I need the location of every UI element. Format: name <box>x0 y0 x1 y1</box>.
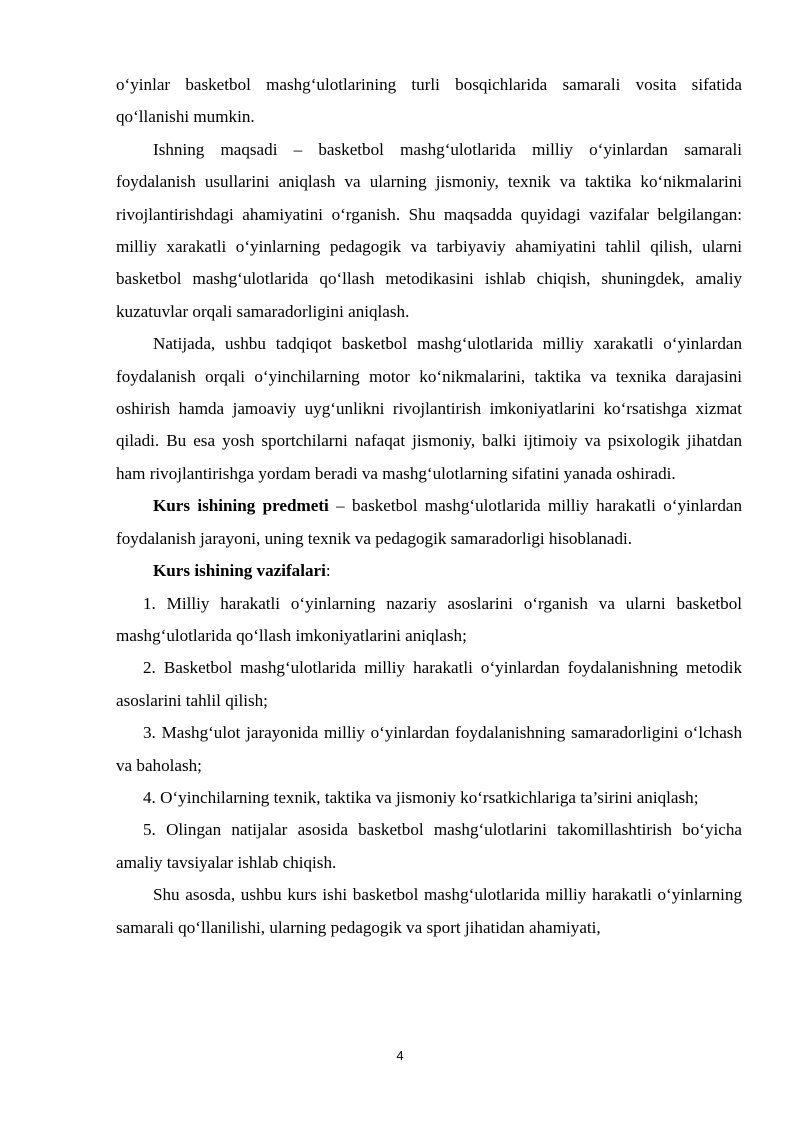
task-number: 3. <box>143 723 156 743</box>
tasks-heading-colon: : <box>325 561 331 581</box>
task-item-5 <box>116 814 742 879</box>
task-number: 4. <box>143 787 156 807</box>
task-text: Milliy harakatli o‘yinlarning nazariy asoslarini o‘rganish va ularni basketbol mashg‘ulotlarida qo‘llash imkoniyatlarini aniqlash; <box>116 593 742 645</box>
task-text: Basketbol mashg‘ulotlarida milliy harakatli o‘yinlardan foydalanishning metodik asoslarini tahlil qilish; <box>116 658 742 710</box>
paragraph-continuation: o‘yinlar basketbol mashg‘ulotlarining turli bosqichlarida samarali vosita sifatida qo‘llanishi mumkin. <box>116 75 742 127</box>
paragraph-closing: Shu asosda, ushbu kurs ishi basketbol mashg‘ulotlarida milliy harakatli o‘yinlarning samarali qo‘llanilishi, ularning pedagogik va sport jihatidan ahamiyati, <box>116 885 742 937</box>
paragraph-purpose: Ishning maqsadi – basketbol mashg‘ulotlarida milliy o‘yinlardan samarali foydalanish usullarini aniqlash va ularning jismoniy, texnik va taktika ko‘nikmalarini rivojlantirishdagi ahamiyatini o‘rganish. Shu maqsadda quyidagi vazifalar belgilangan: milliy xarakatli o‘yinlarning pedagogik va tarbiyaviy ahamiyatini tahlil qilish, ularni basketbol mashg‘ulotlarida qo‘llash metodikasini ishlab chiqish, shuningdek, amaliy kuzatuvlar orqali samaradorligini aniqlash. <box>116 139 742 321</box>
task-text: Olingan natijalar asosida basketbol mashg‘ulotlarini takomillashtirish bo‘yicha amaliy tavsiyalar ishlab chiqish. <box>116 820 742 872</box>
task-number: 1. <box>143 593 156 613</box>
subject-text: – basketbol mashg‘ulotlarida milliy harakatli o‘yinlardan foydalanish jarayoni, uning texnik va pedagogik samaradorligi hisoblanadi. <box>116 496 743 548</box>
task-item-3 <box>116 717 742 782</box>
task-number: 2. <box>143 658 156 678</box>
page-number: 4 <box>396 1048 404 1063</box>
task-item-4 <box>116 782 742 814</box>
task-item-1 <box>116 588 742 653</box>
paragraph-results: Natijada, ushbu tadqiqot basketbol mashg‘ulotlarida milliy xarakatli o‘yinlardan foydalanish orqali o‘yinchilarning motor ko‘nikmalarini, taktika va texnika darajasini oshirish hamda jamoaviy uyg‘unlikni rivojlantirish imkoniyatlarini ko‘rsatishga xizmat qiladi. Bu esa yosh sportchilarni nafaqat jismoniy, balki ijtimoiy va psixologik jihatdan ham rivojlantirishga yordam beradi va mashg‘ulotlarning sifatini yanada oshiradi. <box>116 334 742 483</box>
page-body <box>116 69 742 944</box>
tasks-heading-label: Kurs ishining vazifalari <box>153 561 326 581</box>
paragraph-subject <box>116 490 742 555</box>
task-text: O‘yinchilarning texnik, taktika va jismoniy ko‘rsatkichlariga ta’sirini aniqlash; <box>160 787 699 807</box>
task-number: 5. <box>143 820 156 840</box>
task-text: Mashg‘ulot jarayonida milliy o‘yinlardan foydalanishning samaradorligini o‘lchash va baholash; <box>116 723 742 775</box>
task-item-2 <box>116 652 742 717</box>
tasks-heading <box>116 555 742 587</box>
subject-label: Kurs ishining predmeti <box>153 496 329 516</box>
